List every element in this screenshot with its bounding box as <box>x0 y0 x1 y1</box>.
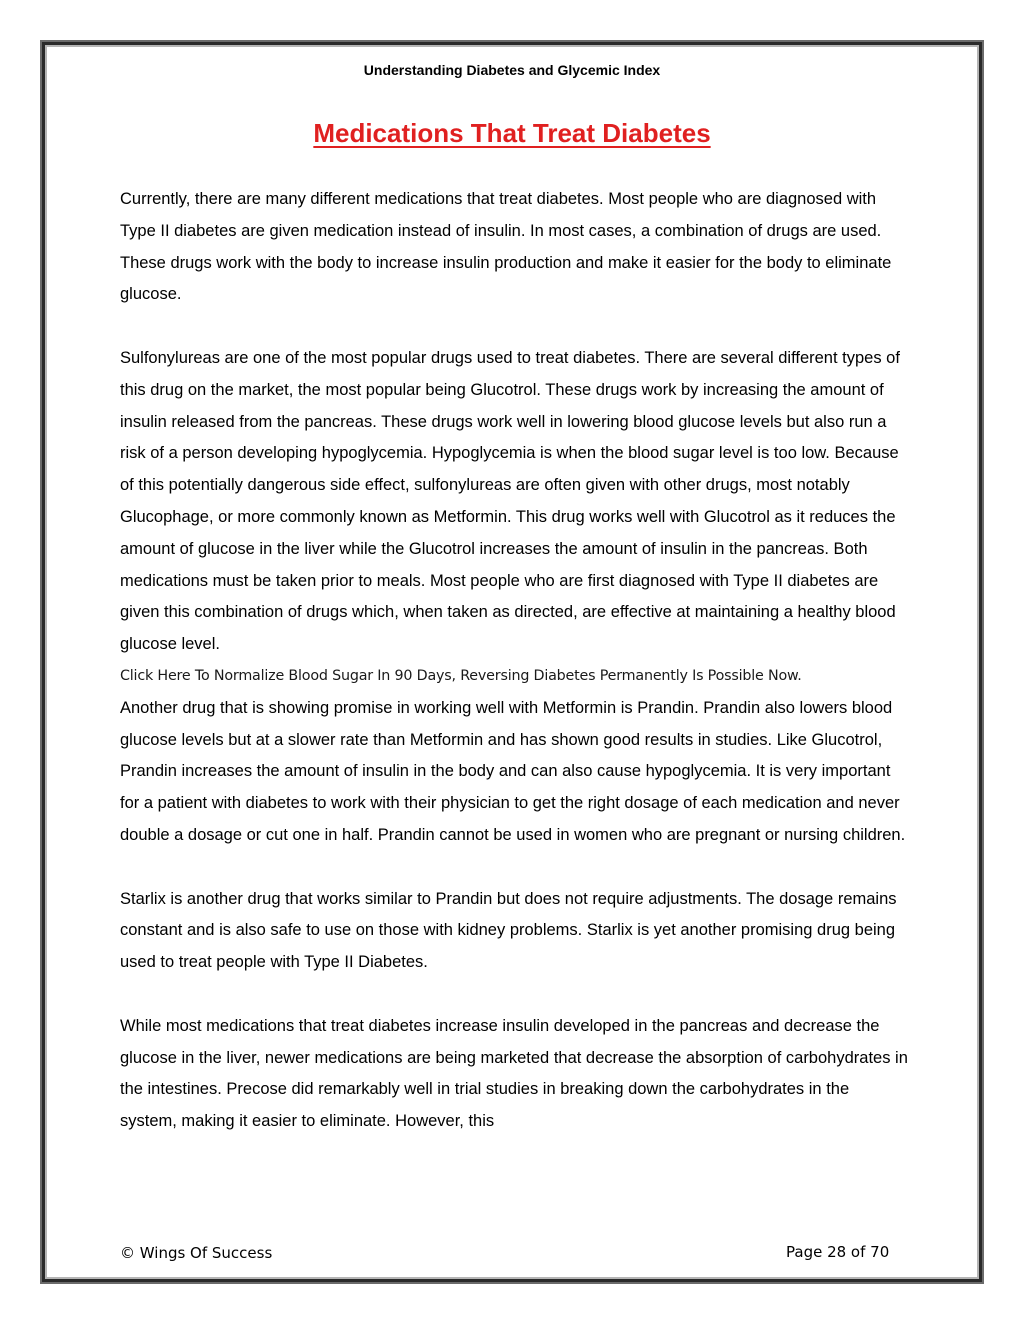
page-title: Medications That Treat Diabetes <box>313 118 711 148</box>
paragraph-prandin: Another drug that is showing promise in working well with Metformin is Prandin. Prandin also lowers blood glucose levels but at a slower rate than Metformin and has shown good results in studies. Like Glucotrol, Prandin increases the amount of insulin in the body and can also cause hypoglycemia. It is very important for a patient with diabetes to work with their physician to get the right dosage of each medication and never double a dosage or cut one in half. Prandin cannot be used in women who are pregnant or nursing children. <box>120 698 906 844</box>
footer-page-number: Page 28 of 70 <box>786 1243 890 1261</box>
running-header: Understanding Diabetes and Glycemic Index <box>363 62 661 78</box>
promo-link[interactable]: Click Here To Normalize Blood Sugar In 90 Days, Reversing Diabetes Permanently Is Possible Now. <box>120 667 802 684</box>
paragraph-sulfonylureas: Sulfonylureas are one of the most popular drugs used to treat diabetes. There are several different types of this drug on the market, the most popular being Glucotrol. These drugs work by increasing the amount of insulin released from the pancreas. These drugs work well in lowering blood glucose levels but also run a risk of a person developing hypoglycemia. Hypoglycemia is when the blood sugar level is too low. Because of this potentially dangerous side effect, sulfonylureas are often given with other drugs, most notably Glucophage, or more commonly known as Metformin. This drug works well with Glucotrol as it reduces the amount of glucose in the liver while the Glucotrol increases the amount of insulin in the pancreas. Both medications must be taken prior to meals. Most people who are first diagnosed with Type II diabetes are given this combination of drugs which, when taken as directed, are effective at maintaining a healthy blood glucose level. <box>120 348 900 654</box>
paragraph-newer-medications: While most medications that treat diabetes increase insulin developed in the pancreas and decrease the glucose in the liver, newer medications are being marketed that decrease the absorption of carbohydrates in the intestines. Precose did remarkably well in trial studies in breaking down the carbohydrates in the system, making it easier to eliminate. However, this <box>120 1016 908 1131</box>
paragraph-intro: Currently, there are many different medications that treat diabetes. Most people who are diagnosed with Type II diabetes are given medication instead of insulin. In most cases, a combination of drugs are used. These drugs work with the body to increase insulin production and make it easier for the body to eliminate glucose. <box>120 190 892 304</box>
article-body <box>120 184 910 1170</box>
footer-copyright: © Wings Of Success <box>120 1244 273 1262</box>
paragraph-starlix: Starlix is another drug that works similar to Prandin but does not require adjustments. The dosage remains constant and is also safe to use on those with kidney problems. Starlix is yet another promising drug being used to treat people with Type II Diabetes. <box>120 889 897 972</box>
